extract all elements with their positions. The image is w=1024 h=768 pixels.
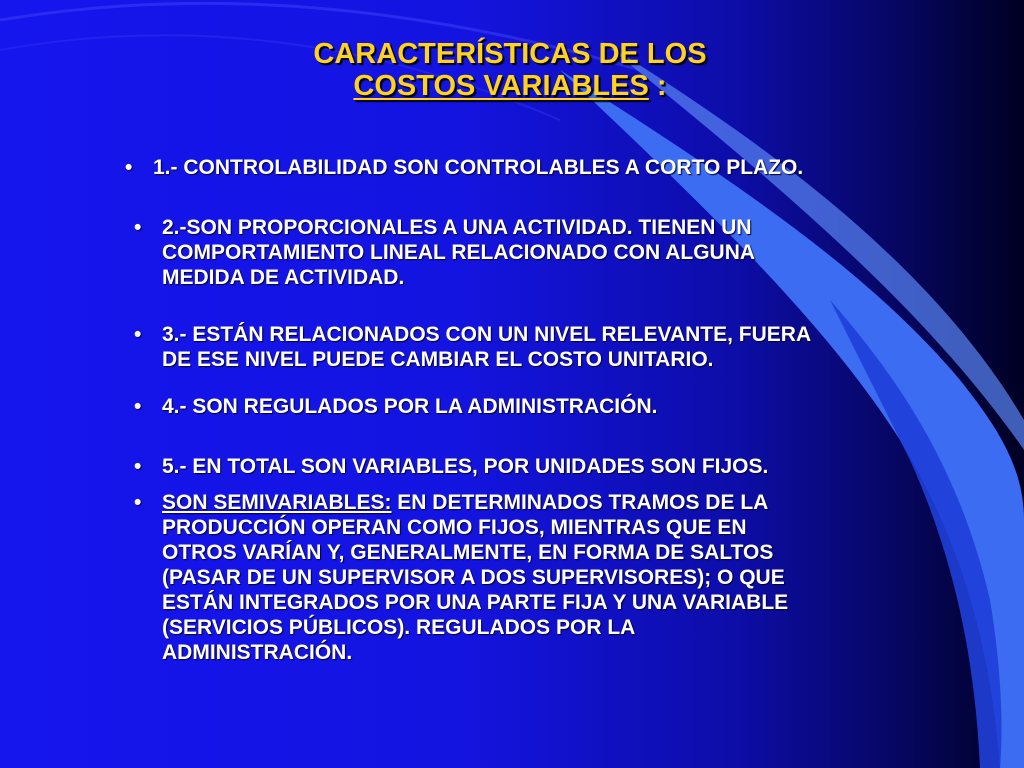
title-underlined: COSTOS VARIABLES <box>353 70 649 102</box>
bullet-item-1 <box>125 155 804 180</box>
bullet-dot: • <box>134 395 142 418</box>
bullet-text: 5.- EN TOTAL SON VARIABLES, POR UNIDADES SON FIJOS. <box>162 455 769 478</box>
bullet-text: 1.- CONTROLABILIDAD SON CONTROLABLES A CORTO PLAZO. <box>153 156 804 179</box>
bullet-item-2 <box>134 215 756 290</box>
bullet-text: 2.-SON PROPORCIONALES A UNA ACTIVIDAD. TIENEN UN COMPORTAMIENTO LINEAL RELACIONADO CON ALGUNA MEDIDA DE ACTIVIDAD. <box>162 216 756 289</box>
bullet-item-3 <box>134 322 812 372</box>
bullet-item-5 <box>134 454 769 479</box>
title-suffix: : <box>648 70 667 102</box>
bullet-dot: • <box>134 491 142 514</box>
bullet-text <box>162 491 788 664</box>
title-line-1: CARACTERÍSTICAS DE LOS <box>313 38 707 70</box>
bullet-dot: • <box>134 323 142 346</box>
semivariables-label: SON SEMIVARIABLES: <box>162 491 392 514</box>
bullet-text: 4.- SON REGULADOS POR LA ADMINISTRACIÓN. <box>162 395 658 418</box>
bullet-item-6 <box>134 490 789 665</box>
bullet-dot: • <box>125 156 133 179</box>
bullet-item-4 <box>134 394 658 419</box>
bullet-dot: • <box>134 216 142 239</box>
bullet-dot: • <box>134 455 142 478</box>
bullet-text: 3.- ESTÁN RELACIONADOS CON UN NIVEL RELEVANTE, FUERA DE ESE NIVEL PUEDE CAMBIAR EL COSTO UNITARIO. <box>162 323 812 371</box>
semivariables-text: EN DETERMINADOS TRAMOS DE LA PRODUCCIÓN OPERAN COMO FIJOS, MIENTRAS QUE EN OTROS VARÍAN Y, GENERALMENTE, EN FORMA DE SALTOS (PASAR DE UN SUPERVISOR A DOS SUPERVISORES); O QUE ESTÁN INTEGRADOS POR UNA PARTE FIJA Y UNA VARIABLE (SERVICIOS PÚBLICOS). REGULADOS POR LA ADMINISTRACIÓN. <box>162 491 789 664</box>
